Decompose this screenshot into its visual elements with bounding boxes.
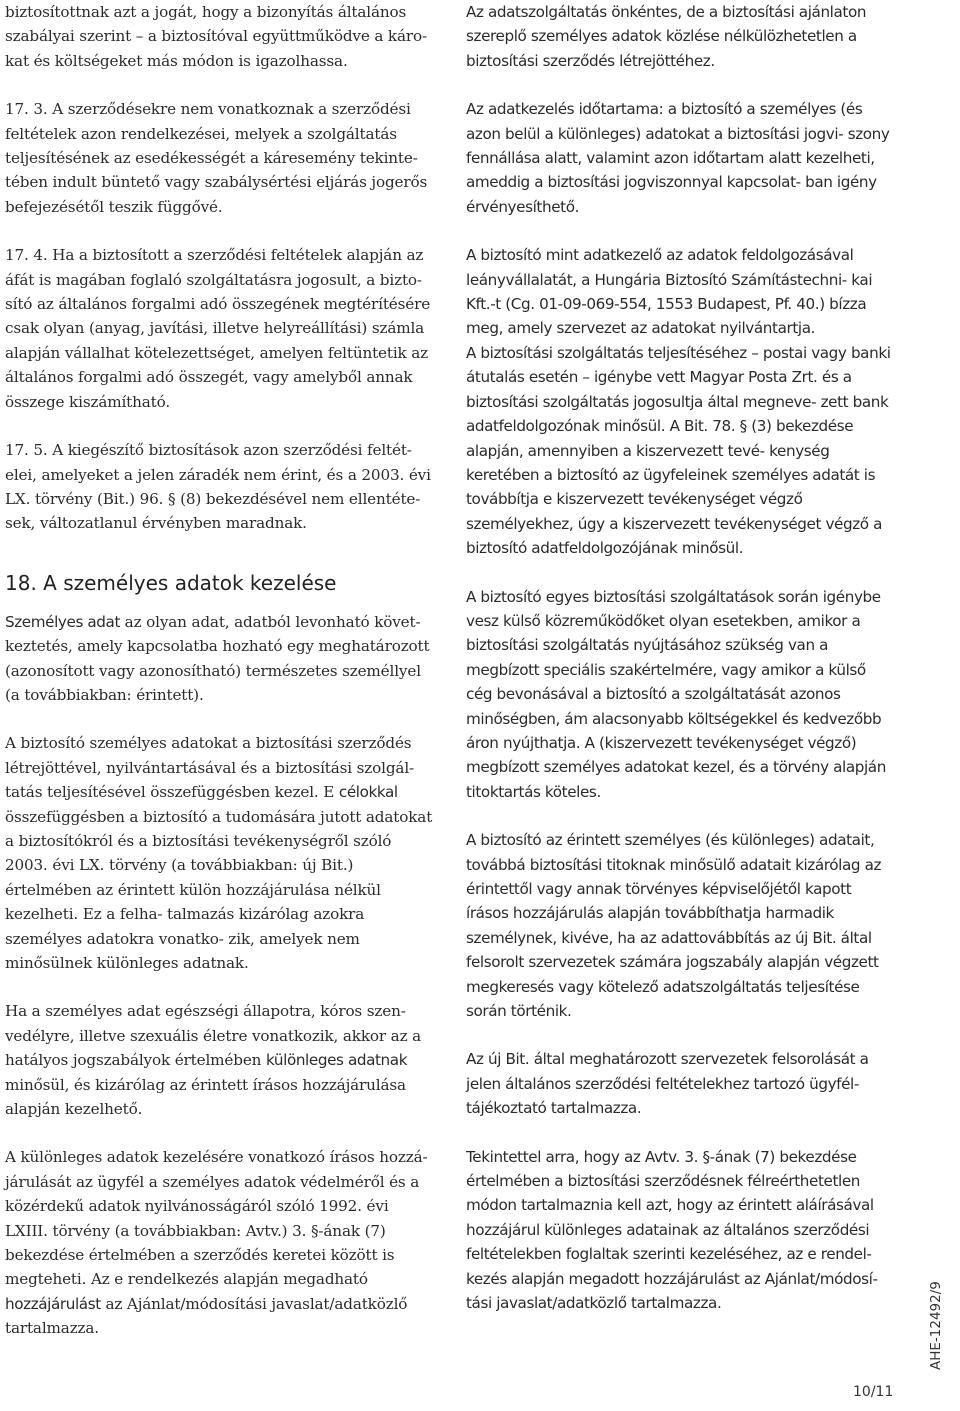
page-number: 10/11 [853,1384,894,1400]
paragraph: Az új Bit. által meghatározott szervezetek felsorolását a jelen általános szerződési feltételekhez tartozó ügyfél- tájékoztató tartalmazza. [466,1050,869,1118]
defined-term: Az adatkezelés időtartama: [466,100,664,119]
paragraph: Az adatkezelés időtartama: a biztosító a személyes (és azon belül a különleges) adatokat a biztosítási jogvi- szony fennállása alatt, valamint azon időtartam alatt kezelheti, ameddig a biztosítási jogviszonnyal kapcsolat- ban igény érvényesíthető. [466,100,890,216]
paragraph: A biztosító egyes biztosítási szolgáltatások során igénybe vesz külső közreműködőket olyan esetekben, amikor a biztosítási szolgáltatás nyújtásához szükség van a megbízott speciális szakértelmére, vagy amikor a külső cég bevonásával a biztosító a szolgáltatását azonos minőségben, ám alacsonyabb költségekkel és kedvezőbb áron nyújthatja. A (kiszervezett tevékenységet végző) megbízott személyes adatokat kezel, és a törvény alapján titoktartás köteles. [466,587,886,801]
paragraph: biztosítottnak azt a jogát, hogy a bizonyítás általános szabályai szerint – a biztosítóval együttműködve a káro- kat és költségeket más módon is igazolhassa. [5,3,427,70]
company-name: Hungária Biztosító Számítástechni- kai Kft.-t (Cg. 01-09-069-554, 1553 Budapest, Pf. 40.) [466,270,873,314]
paragraph: 17. 5. A kiegészítő biztosítások azon szerződési feltét- elei, amelyeket a jelen záradék nem érint, és a 2003. évi LX. törvény (Bit.) 96. § (8) bekezdésével nem ellentéte- sek, változatlanul érvényben maradnak. [5,441,431,533]
defined-term: továbbíthatja [664,904,762,923]
paragraph: A biztosítási szolgáltatás teljesítéséhez – postai vagy banki átutalás esetén – igénybe vett Magyar Posta Zrt. és a biztosítási szolgáltatás jogosultja által megneve- zett bank adatfeldolgozónak minősül. A Bit. 78. § (3) bekezdése alapján, amennyiben a kiszervezett tevé- kenység keretében a biztosító az ügyfeleinek személyes adatát is továbbítja e kiszervezett tevékenységet végző személyekhez, úgy a kiszervezett tevékenységet végző a biztosító adatfeldolgozójának minősül. [466,343,891,558]
defined-term: célokkal [338,783,398,802]
paragraph: A különleges adatok kezelésére vonatkozó írásos hozzá- járulását az ügyfél a személyes adatok védelméről és a közérdekű adatok nyilvánosságáról szóló 1992. évi LXIII. törvény (a továbbiakban: Avtv.) 3. §-ának (7) bekezdése értelmében a szerződés keretei között is megteheti. Az e rendelkezés alapján megadható hozzájárulást az Ajánlat/módosítási javaslat/adatközlő tartalmazza. [5,1148,428,1338]
document-code: AHE-12492/9 [928,1281,944,1370]
paragraph: 17. 3. A szerződésekre nem vonatkoznak a szerződési feltételek azon rendelkezései, melyek a szolgáltatás teljesítésének az esedékességét a káresemény tekinte- tében indult büntető vagy szabálysértési eljárás jogerős befejezésétől teszik függővé. [5,100,428,216]
defined-term: hozzájárulást [5,1294,101,1313]
defined-term: Személyes adat [5,612,120,631]
paragraph: Személyes adat az olyan adat, adatból levonható követ- keztetés, amely kapcsolatba hozható egy meghatározott (azonosított vagy azonosítható) természetes személlyel (a továbbiakban: érintett). [5,612,430,704]
paragraph: Az adatszolgáltatás önkéntes, de a biztosítási ajánlaton szereplő személyes adatok közlése nélkülözhetetlen a biztosítási szerződés létrejöttéhez. [466,3,867,70]
defined-term: hozzájárulást [643,1269,740,1288]
paragraph: A biztosító mint adatkezelő az adatok feldolgozásával leányvállalatát, a Hungária Biztosító Számítástechni- kai Kft.-t (Cg. 01-09-069-554, 1553 Budapest, Pf. 40.) bízza meg, amely szervezet az adatokat nyilvántartja. [466,246,873,338]
paragraph: Tekintettel arra, hogy az Avtv. 3. §-ának (7) bekezdése értelmében a biztosítási szerződésnek félreérthetetlen módon tartalmaznia kell azt, hogy az érintett aláírásával hozzájárul különleges adatainak az általános szerződési feltételekben foglaltak szerinti kezeléséhez, az e rendel- kezés alapján megadott hozzájárulást az Ajánlat/módosí- tási javaslat/adatközlő tartalmazza. [466,1147,878,1313]
section-heading: 18. A személyes adatok kezelése [5,570,337,595]
paragraph: A biztosító személyes adatokat a biztosítási szerződés létrejöttével, nyilvántartásával és a biztosítási szolgál- tatás teljesítésével összefüggésben kezel. E célokkal összefüggésben a biztosító a tudomására jutott adatokat a biztosítókról és a biztosítási tevékenységről szóló 2003. évi LX. törvény (a továbbiakban: új Bit.) értelmében az érintett külön hozzájárulása nélkül kezelheti. Ez a felha- talmazás kizárólag azokra személyes adatokra vonatko- zik, amelyek nem minősülnek különleges adatnak. [5,734,433,972]
left-column [5,0,433,1341]
defined-term: különleges adatnak [265,1051,408,1070]
paragraph: A biztosító az érintett személyes (és különleges) adatait, továbbá biztosítási titoknak minősülő adatait kizárólag az érintettől vagy annak törvényes képviselőjétől kapott írásos hozzájárulás alapján továbbíthatja harmadik személynek, kivéve, ha az adattovábbítás az új Bit. által felsorolt szervezetek számára jogszabály alapján végzett megkeresés vagy kötelező adatszolgáltatás teljesítése során történik. [466,831,882,1021]
paragraph: Ha a személyes adat egészségi állapotra, kóros szen- vedélyre, illetve szexuális életre vonatkozik, akkor az a hatályos jogszabályok értelmében különleges adatnak minősül, és kizárólag az érintett írásos hozzájárulása alapján kezelhető. [5,1002,422,1119]
paragraph: 17. 4. Ha a biztosított a szerződési feltételek alapján az áfát is magában foglaló szolgáltatásra jogosult, a bizto- sító az általános forgalmi adó összegének megtérítésére csak olyan (anyag, javítási, illetve helyreállítási) számla alapján vállalhat kötelezettséget, amelyen feltüntetik az általános forgalmi adó összegét, vagy amelyből annak összege kiszámítható. [5,246,431,411]
right-column [466,0,896,1316]
